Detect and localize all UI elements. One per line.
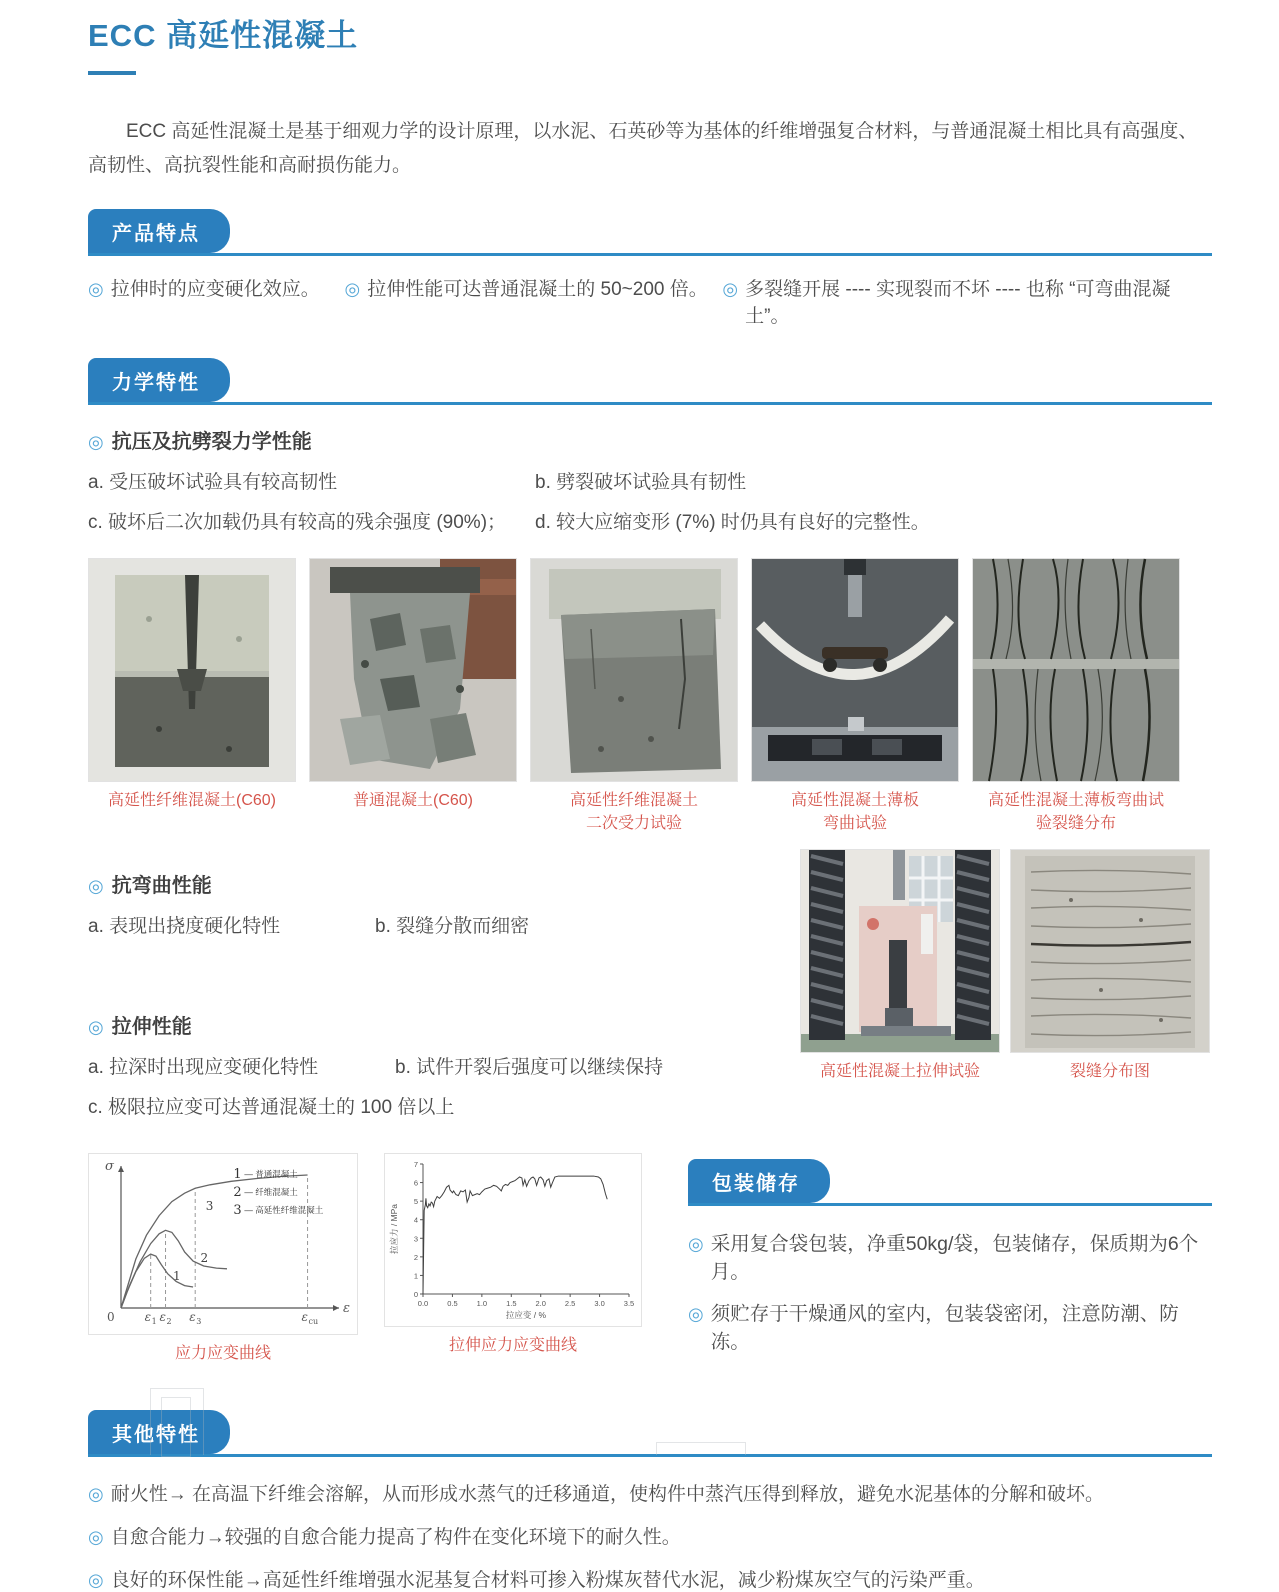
packaging-section: [688, 1153, 1212, 1368]
figure: [751, 558, 959, 835]
double-circle-bullet-icon: ◎: [88, 432, 104, 453]
item-b: b. 试件开裂后强度可以继续保持: [395, 1057, 664, 1079]
double-circle-bullet-icon: ◎: [88, 876, 104, 897]
double-circle-bullet-icon: ◎: [88, 1017, 104, 1038]
mid-left-column: [88, 849, 800, 1119]
packaging-tab: 包装储存: [688, 1159, 830, 1203]
section-header-features: [88, 209, 1212, 256]
double-circle-bullet-icon: ◎: [88, 1484, 104, 1505]
item-b: b. 劈裂破坏试验具有韧性: [535, 472, 747, 494]
item-d: d. 较大应缩变形 (7%) 时仍具有良好的完整性。: [535, 512, 930, 534]
other-bullet: [88, 1565, 1212, 1592]
section-header-packaging: [688, 1159, 1212, 1206]
bending-items: [88, 911, 800, 938]
other-text: 良好的环保性能→高延性纤维增强水泥基复合材料可掺入粉煤灰替代水泥，减少粉煤灰空气的污染严重。: [110, 1570, 985, 1592]
double-circle-bullet-icon: ◎: [88, 1570, 104, 1591]
feature-text: 拉伸性能可达普通混凝土的 50~200 倍。: [367, 279, 708, 301]
other-text: 耐火性→ 在高温下纤维会溶解，从而形成水蒸气的迁移通道，使构件中蒸汽压得到释放，避免水泥基体的分解和破坏。: [110, 1484, 1105, 1506]
figure: [384, 1153, 642, 1368]
figure: [88, 558, 296, 835]
compressive-items-row1: [88, 467, 1212, 494]
photo-caption: 高延性混凝土拉伸试验: [819, 1063, 980, 1081]
other-bullet: [88, 1479, 1212, 1506]
item-b: b. 裂缝分散而细密: [375, 916, 530, 938]
mechanical-tab: 力学特性: [88, 358, 230, 402]
tensile-heading: 拉伸性能: [111, 1016, 192, 1039]
figure: [972, 558, 1180, 835]
item-c: c. 破坏后二次加载仍具有较高的残余强度 (90%)；: [88, 512, 507, 534]
double-circle-bullet-icon: ◎: [88, 279, 104, 300]
title-underline: [88, 71, 136, 75]
figure: [800, 849, 1000, 1083]
other-tab: 其他特性: [88, 1410, 230, 1454]
compressive-items-row2: [88, 507, 1212, 534]
photo-tensile-machine: [800, 849, 1000, 1053]
photo-caption: 高延性混凝土薄板弯曲试验裂缝分布: [987, 792, 1164, 832]
other-text: 自愈合能力→较强的自愈合能力提高了构件在变化环境下的耐久性。: [110, 1527, 681, 1549]
test-photo-row: [88, 558, 1212, 835]
packaging-bullet: [688, 1228, 1212, 1284]
figure: [309, 558, 517, 835]
intro-paragraph: ECC 高延性混凝土是基于细观力学的设计原理，以水泥、石英砂等为基体的纤维增强复合材料，与普通混凝土相比具有高强度、高韧性、高抗裂性能和高耐损伤能力。: [88, 121, 1198, 177]
feature-text: 多裂缝开展 ---- 实现裂而不坏 ---- 也称 “可弯曲混凝土”。: [745, 279, 1171, 328]
features-bullets: [88, 274, 1212, 328]
tensile-subhead: [88, 1010, 800, 1039]
tensile-items-row2: [88, 1092, 800, 1119]
chart-caption: 应力应变曲线: [174, 1345, 271, 1363]
photo-ecc-secondary: [530, 558, 738, 782]
tensile-items-row1: [88, 1052, 800, 1079]
photo-plate-bending: [751, 558, 959, 782]
photo-plain-c60: [309, 558, 517, 782]
item-a: a. 受压破坏试验具有较高韧性: [88, 472, 338, 494]
feature-bullet: [345, 274, 723, 328]
faint-background-box: [656, 1442, 746, 1455]
packaging-bullets: [688, 1228, 1212, 1354]
mid-right-column: [800, 849, 1212, 1119]
figure: [1010, 849, 1210, 1083]
section-header-mechanical: [88, 358, 1212, 405]
double-circle-bullet-icon: ◎: [344, 279, 361, 300]
figure: [88, 1153, 358, 1368]
photo-caption: 普通混凝土(C60): [352, 792, 473, 810]
photo-ecc-c60: [88, 558, 296, 782]
chart-caption: 拉伸应力应变曲线: [448, 1337, 577, 1355]
schematic-stress-strain-chart: [88, 1153, 358, 1335]
double-circle-bullet-icon: ◎: [688, 1304, 704, 1325]
other-bullets: [88, 1479, 1212, 1592]
bending-subhead: [88, 869, 800, 898]
other-bullet: [88, 1522, 1212, 1549]
faint-background-sketch: [150, 1388, 204, 1455]
photo-caption: 高延性混凝土薄板弯曲试验: [790, 792, 919, 832]
compressive-subhead: [88, 425, 1212, 454]
double-circle-bullet-icon: ◎: [722, 279, 739, 300]
figure: [530, 558, 738, 835]
photo-bending-cracks: [972, 558, 1180, 782]
item-a: a. 拉深时出现应变硬化特性: [88, 1057, 319, 1079]
packaging-text: 采用复合袋包装，净重50kg/袋，包装储存，保质期为6个月。: [710, 1233, 1199, 1284]
tensile-stress-strain-chart: [384, 1153, 642, 1327]
item-c: c. 极限拉应变可达普通混凝土的 100 倍以上: [88, 1097, 455, 1119]
section-header-other: [88, 1410, 1212, 1457]
features-tab: 产品特点: [88, 209, 230, 253]
mid-section: [88, 849, 1212, 1119]
photo-crack-map: [1010, 849, 1210, 1053]
compressive-heading: 抗压及抗劈裂力学性能: [111, 431, 312, 454]
tensile-photo-row: [800, 849, 1212, 1083]
bending-heading: 抗弯曲性能: [111, 875, 212, 898]
packaging-text: 须贮存于干燥通风的室内，包装袋密闭，注意防潮、防冻。: [710, 1303, 1179, 1354]
page-title: ECC 高延性混凝土: [88, 18, 359, 53]
charts-and-packaging: [88, 1153, 1212, 1368]
feature-bullet: [88, 274, 345, 328]
feature-text: 拉伸时的应变硬化效应。: [110, 279, 320, 301]
photo-caption: 高延性纤维混凝土(C60): [107, 792, 276, 810]
item-a: a. 表现出挠度硬化特性: [88, 916, 281, 938]
double-circle-bullet-icon: ◎: [88, 1527, 104, 1548]
charts-block: [88, 1153, 642, 1368]
photo-caption: 裂缝分布图: [1069, 1063, 1150, 1081]
double-circle-bullet-icon: ◎: [688, 1234, 704, 1255]
other-section: [88, 1410, 1212, 1592]
packaging-bullet: [688, 1298, 1212, 1354]
feature-bullet: [722, 274, 1212, 328]
photo-caption: 高延性纤维混凝土二次受力试验: [569, 792, 698, 832]
